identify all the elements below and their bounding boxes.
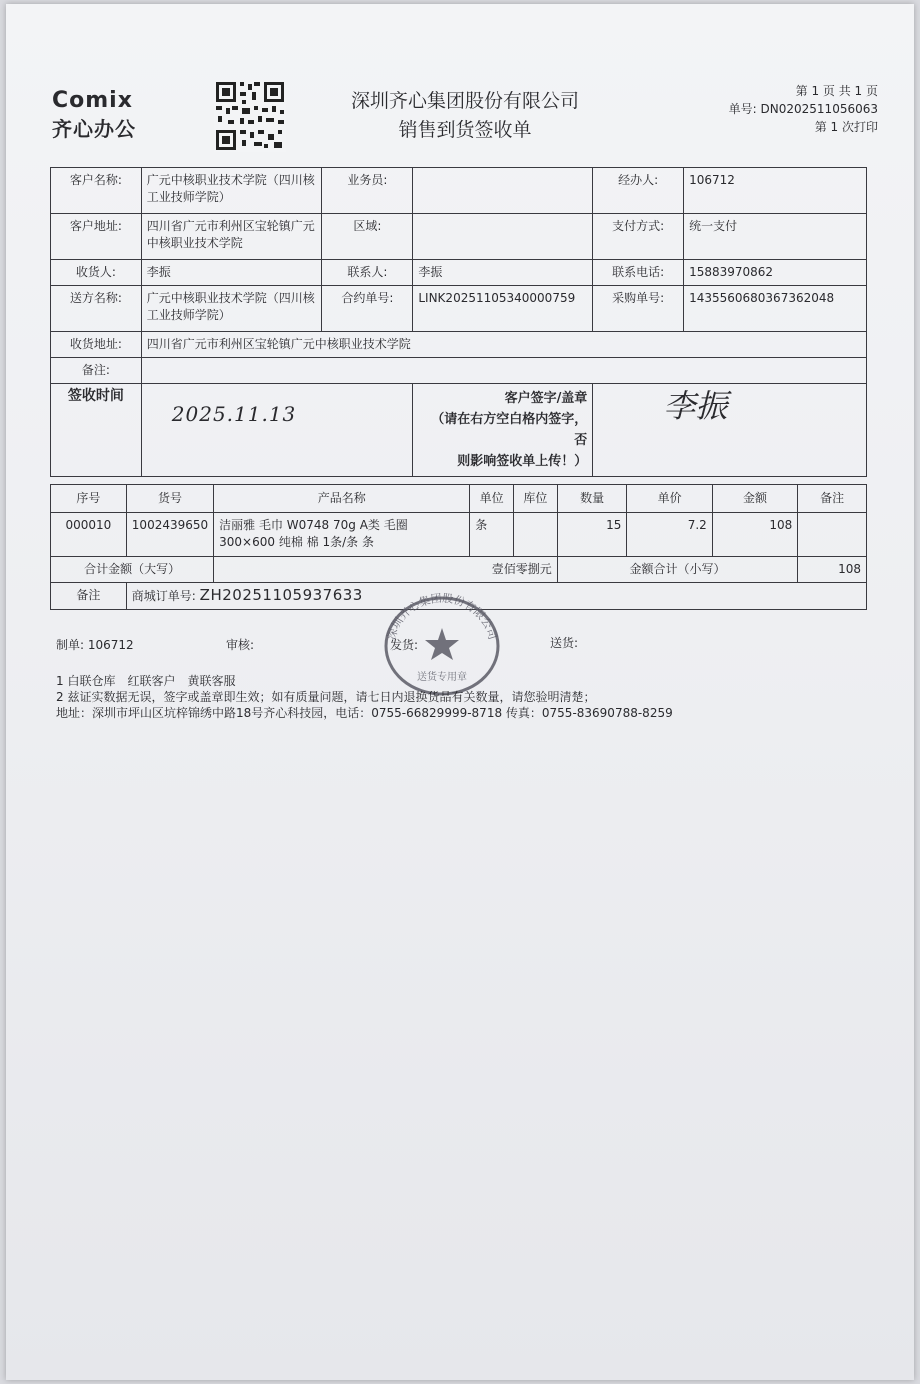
col-product: 产品名称 — [214, 485, 470, 513]
ship-name: 广元中核职业技术学院（四川核工业技师学院） — [141, 286, 322, 332]
document-title: 销售到货签收单 — [398, 119, 532, 141]
customer-sign-instructions — [413, 384, 593, 477]
info-row-remark — [51, 358, 867, 384]
customer-signature: 李振 — [663, 387, 728, 425]
shipper-label: 发货: — [390, 638, 419, 652]
col-sku: 货号 — [126, 485, 213, 513]
reviewer-label: 审核: — [226, 638, 255, 652]
handler-label: 经办人: — [593, 168, 684, 214]
company-seal-icon — [380, 590, 504, 698]
signature-cell — [593, 384, 867, 477]
sign-time-cell — [141, 384, 413, 477]
col-amount: 金额 — [712, 485, 797, 513]
document-titles — [320, 86, 610, 142]
purchase-label: 采购单号: — [593, 286, 684, 332]
payment-label: 支付方式: — [593, 214, 684, 260]
table-row — [51, 513, 867, 557]
col-price: 单价 — [627, 485, 712, 513]
purchase-number: 1435560680367362048 — [684, 286, 867, 332]
contract-label: 合约单号: — [322, 286, 413, 332]
company-name: 深圳齐心集团股份有限公司 — [350, 90, 579, 112]
signoff-line — [56, 636, 134, 653]
info-row-delivery-addr — [51, 332, 867, 358]
salesperson — [413, 168, 593, 214]
svg-text:深圳齐心集团股份有限公司: 深圳齐心集团股份有限公司 — [384, 591, 500, 642]
doc-number: DN0202511056063 — [760, 102, 878, 116]
receiver-label: 收货人: — [51, 260, 142, 286]
total-lower: 108 — [798, 557, 867, 583]
footer-note-2: 2 兹证实数据无误，签字或盖章即生效；如有质量问题，请七日内退换货品有关数量，请您验明清楚； — [56, 690, 596, 704]
remark — [141, 358, 866, 384]
mall-order-number: ZH20251105937633 — [199, 586, 363, 604]
maker-label: 制单: — [56, 638, 85, 652]
salesperson-label: 业务员: — [322, 168, 413, 214]
handler: 106712 — [684, 168, 867, 214]
row-note — [798, 513, 867, 557]
payment: 统一支付 — [684, 214, 867, 260]
maker: 106712 — [87, 638, 134, 652]
col-location: 库位 — [514, 485, 558, 513]
qr-code-icon — [214, 80, 286, 152]
order-remark-label: 备注 — [51, 583, 127, 610]
sender-label: 送货: — [550, 636, 579, 650]
phone: 15883970862 — [684, 260, 867, 286]
sign-time: 2025.11.13 — [171, 402, 297, 426]
page-indicator: 第 1 页 共 1 页 — [795, 84, 878, 98]
row-seq: 000010 — [51, 513, 127, 557]
row-location — [514, 513, 558, 557]
info-row-shipping — [51, 286, 867, 332]
region — [413, 214, 593, 260]
footer-note-1: 1 白联仓库 红联客户 黄联客服 — [56, 674, 236, 688]
contact-label: 联系人: — [322, 260, 413, 286]
remark-label: 备注: — [51, 358, 142, 384]
doc-number-line: 单号: DN0202511056063 — [728, 102, 878, 116]
brand-cn: 齐心办公 — [52, 117, 136, 141]
row-amount: 108 — [712, 513, 797, 557]
sign-time-label: 签收时间 — [51, 384, 142, 477]
items-header-row — [51, 485, 867, 513]
customer-name: 广元中核职业技术学院（四川核工业技师学院） — [141, 168, 322, 214]
region-label: 区域: — [322, 214, 413, 260]
customer-info-table — [50, 167, 867, 477]
customer-sign-note-1: （请在右方空白格内签字，否 — [431, 412, 588, 448]
mall-order-label: 商城订单号: — [131, 589, 196, 603]
customer-addr: 四川省广元市利州区宝轮镇广元中核职业技术学院 — [141, 214, 322, 260]
row-qty: 15 — [557, 513, 627, 557]
delivery-addr-label: 收货地址: — [51, 332, 142, 358]
brand-en: Comix — [52, 88, 133, 113]
total-lower-label: 金额合计（小写） — [557, 557, 797, 583]
phone-label: 联系电话: — [593, 260, 684, 286]
customer-addr-label: 客户地址: — [51, 214, 142, 260]
contract-number: LINK20251105340000759 — [413, 286, 593, 332]
info-row-receiver — [51, 260, 867, 286]
footer-address: 地址：深圳市坪山区坑梓锦绣中路18号齐心科技园，电话：0755-66829999-8718 传真：0755-83690788-8259 — [56, 706, 673, 720]
info-row-signature — [51, 384, 867, 477]
row-unit: 条 — [470, 513, 514, 557]
customer-sign-label: 客户签字/盖章 — [504, 391, 588, 406]
brand-logo — [52, 88, 136, 142]
contact: 李振 — [413, 260, 593, 286]
delivery-addr: 四川省广元市利州区宝轮镇广元中核职业技术学院 — [141, 332, 866, 358]
print-count: 第 1 次打印 — [814, 120, 878, 134]
info-row-customer — [51, 168, 867, 214]
svg-text:送货专用章: 送货专用章 — [417, 672, 467, 683]
receiver: 李振 — [141, 260, 322, 286]
row-sku: 1002439650 — [126, 513, 213, 557]
col-seq: 序号 — [51, 485, 127, 513]
col-unit: 单位 — [470, 485, 514, 513]
total-upper-label: 合计金额（大写） — [51, 557, 214, 583]
total-row — [51, 557, 867, 583]
col-note: 备注 — [798, 485, 867, 513]
row-price: 7.2 — [627, 513, 712, 557]
document-meta — [729, 82, 878, 136]
customer-sign-note-2: 则影响签收单上传！） — [457, 454, 588, 469]
customer-name-label: 客户名称: — [51, 168, 142, 214]
col-qty: 数量 — [557, 485, 627, 513]
ship-name-label: 送方名称: — [51, 286, 142, 332]
total-upper: 壹佰零捌元 — [214, 557, 558, 583]
row-product: 洁丽雅 毛巾 W0748 70g A类 毛圈 300×600 纯棉 棉 1条/条 条 — [214, 513, 470, 557]
info-row-address — [51, 214, 867, 260]
